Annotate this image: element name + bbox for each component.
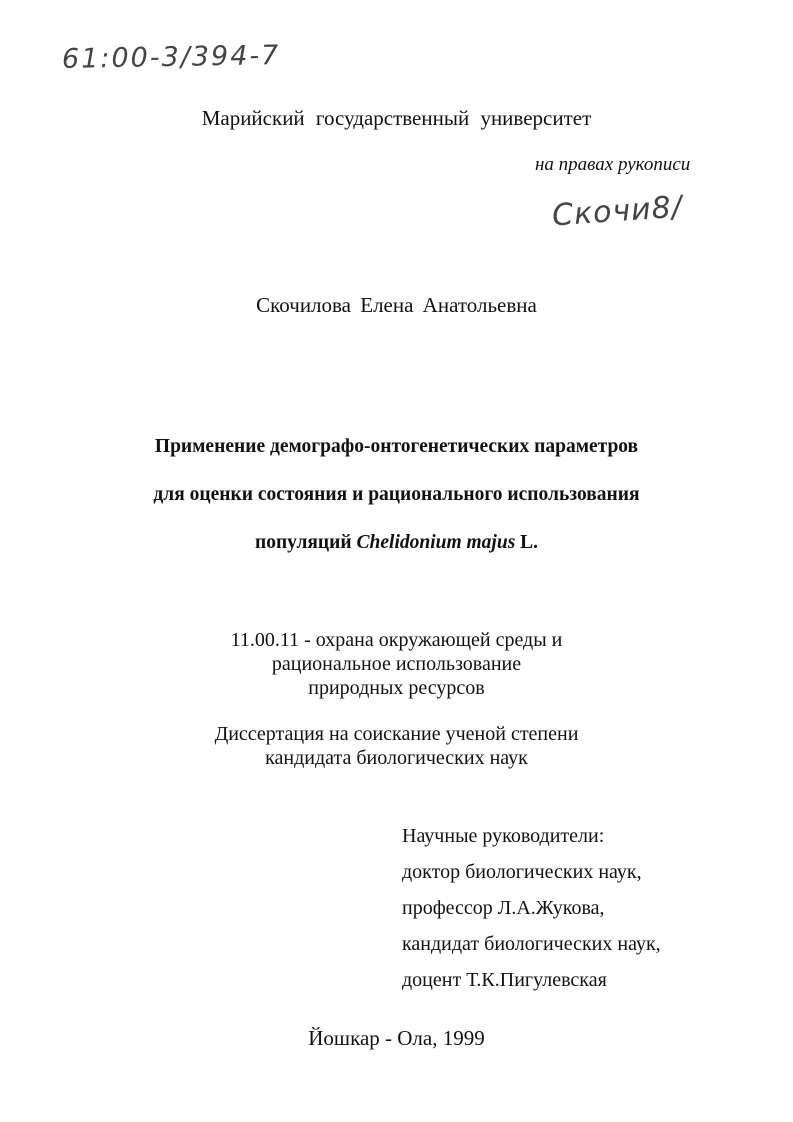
title-line-1: Применение демографо-онтогенетических параметров [154, 436, 639, 457]
title-line-2: для оценки состояния и рационального использования [153, 484, 640, 505]
degree-line-2: кандидата биологических наук [265, 747, 528, 769]
title-line-3 [0, 532, 793, 554]
specialty-block [0, 628, 793, 700]
supervisor-line: доцент Т.К.Пигулевская [402, 969, 607, 991]
supervisor-line: кандидат биологических наук, [402, 933, 661, 955]
place-and-year: Йошкар - Ола, 1999 [308, 1026, 485, 1050]
species-name: Chelidonium majus [356, 532, 516, 553]
manuscript-note: на правах рукописи [535, 154, 691, 175]
supervisor-line: профессор Л.А.Жукова, [402, 897, 605, 919]
title-line-3-prefix: популяций [254, 532, 357, 553]
archive-number: 61:00-3/394-7 [61, 40, 281, 75]
title-line-3-suffix: L. [515, 532, 539, 553]
signature: Скочи8/ [550, 189, 684, 234]
degree-block [0, 722, 793, 770]
author-name: Скочилова Елена Анатольевна [256, 293, 537, 317]
specialty-line-1: 11.00.11 - охрана окружающей среды и [230, 629, 563, 651]
supervisor-line: доктор биологических наук, [402, 861, 642, 883]
supervisors-block [402, 818, 661, 998]
degree-line-1: Диссертация на соискание ученой степени [214, 723, 579, 745]
university-name: Марийский государственный университет [201, 106, 592, 130]
specialty-line-2: рациональное использование [271, 653, 522, 675]
supervisors-heading: Научные руководители: [402, 825, 605, 847]
specialty-line-3: природных ресурсов [308, 677, 485, 699]
